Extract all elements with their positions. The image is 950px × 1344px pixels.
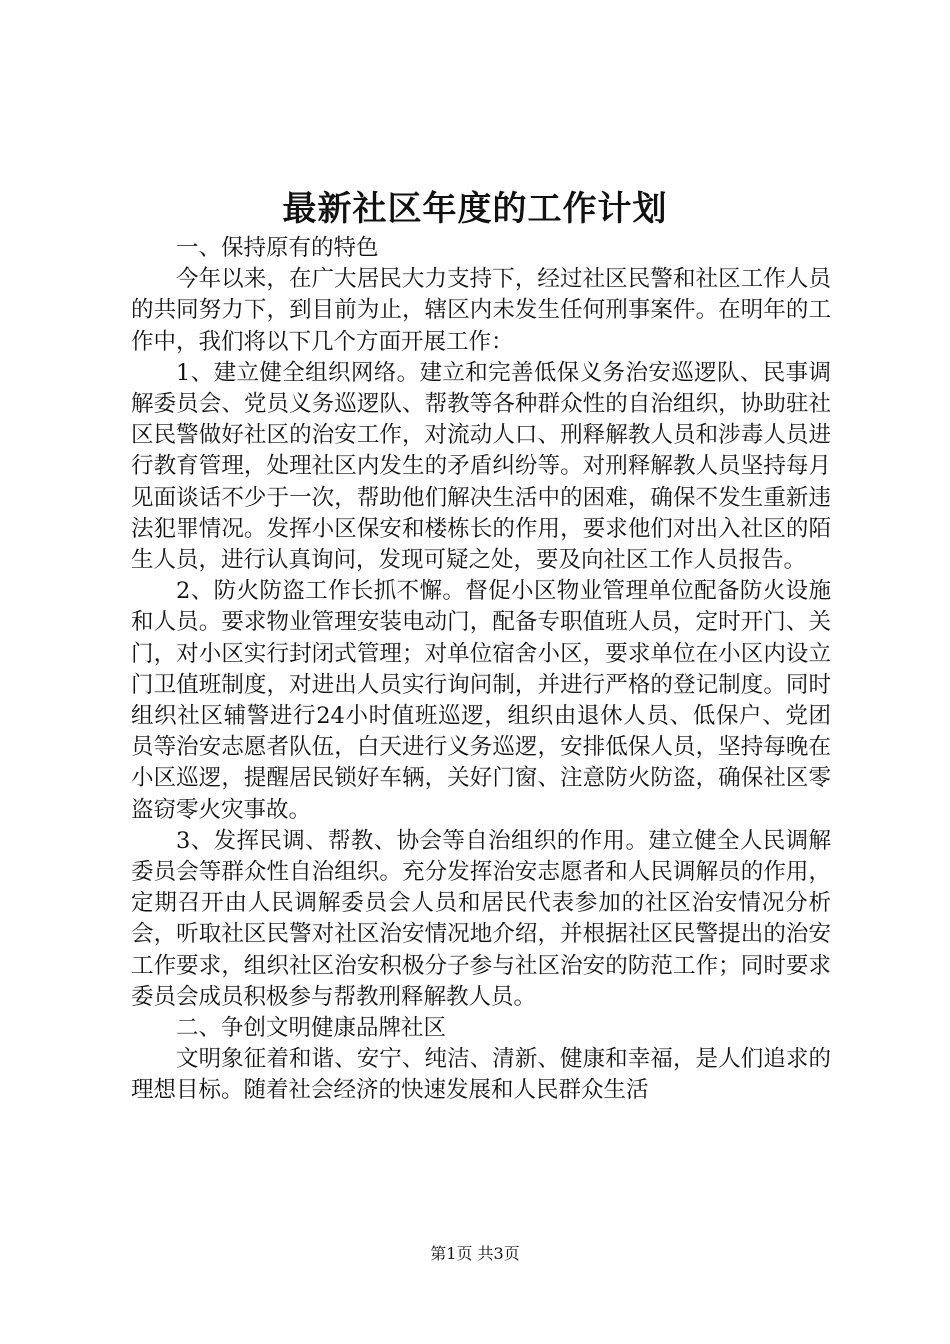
paragraph-intro: 今年以来，在广大居民大力支持下，经过社区民警和社区工作人员的共同努力下，到目前为止，辖区内未发生任何刑事案件。在明年的工作中，我们将以下几个方面开展工作： [131,266,831,355]
paragraph-item-3: 3、发挥民调、帮教、协会等自治组织的作用。建立健全人民调解委员会等群众性自治组织。充分发挥治安志愿者和人民调解员的作用，定期召开由人民调解委员会人员和居民代表参加的社区治安情况分析会，听取社区民警对社区治安情况地介绍，并根据社区民警提出的治安工作要求，组织社区治安积极分子参与社区治安的防范工作；同时要求委员会成员积极参与帮教刑释解教人员。 [131,827,831,1010]
document-title: 最新社区年度的工作计划 [282,189,668,229]
page-footer: 第1页 共3页 [430,1244,520,1263]
section-heading-2: 二、争创文明健康品牌社区 [176,1015,447,1042]
section-heading-1: 一、保持原有的特色 [176,235,379,261]
document-body [131,233,831,1107]
paragraph-item-1: 1、建立健全组织网络。建立和完善低保义务治安巡逻队、民事调解委员会、党员义务巡逻队、帮教等各种群众性的自治组织，协助驻社区民警做好社区的治安工作，对流动人口、刑释解教人员和涉毒人员进行教育管理，处理社区内发生的矛盾纠纷等。对刑释解教人员坚持每月见面谈话不少于一次，帮助他们解决生活中的困难，确保不发生重新违法犯罪情况。发挥小区保安和楼栋长的作用，要求他们对出入社区的陌生人员，进行认真询问，发现可疑之处，要及向社区工作人员报告。 [131,359,831,574]
paragraph-item-2: 2、防火防盗工作长抓不懈。督促小区物业管理单位配备防火设施和人员。要求物业管理安装电动门，配备专职值班人员，定时开门、关门，对小区实行封闭式管理；对单位宿舍小区，要求单位在小区内设立门卫值班制度，对进出人员实行询问制，并进行严格的登记制度。同时组织社区辅警进行24小时值班巡逻，组织由退休人员、低保户、党团员等治安志愿者队伍，白天进行义务巡逻，安排低保人员，坚持每晚在小区巡逻，提醒居民锁好车辆，关好门窗、注意防火防盗，确保社区零盗窃零火灾事故。 [131,578,831,823]
paragraph-civilization: 文明象征着和谐、安宁、纯洁、清新、健康和幸福，是人们追求的理想目标。随着社会经济的快速发展和人民群众生活 [131,1046,831,1104]
